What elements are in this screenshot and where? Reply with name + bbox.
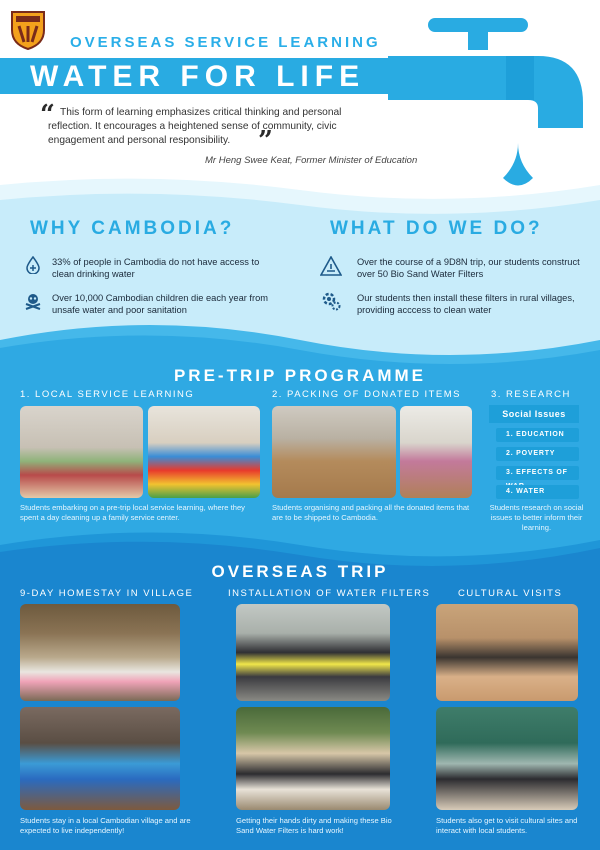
subtitle: OVERSEAS SERVICE LEARNING bbox=[70, 34, 381, 51]
overseas-heading: OVERSEAS TRIP bbox=[211, 562, 389, 581]
what-fact-1: Over the course of a 9D8N trip, our students construct over 50 Bio Sand Water Filters bbox=[357, 257, 580, 279]
open-quote-icon: “ bbox=[40, 100, 55, 130]
photo-cultural-visit-1 bbox=[436, 604, 578, 701]
close-quote-icon: ” bbox=[258, 126, 273, 156]
photo-cleaning-center-2 bbox=[148, 406, 260, 498]
pretrip-col-1-title: 1. LOCAL SERVICE LEARNING bbox=[20, 389, 195, 400]
quote-text: This form of learning emphasizes critical thinking and personal reflection. It encourages a heightened sense of community, civic engagement and personal responsibility. bbox=[48, 107, 342, 146]
quote-author: Mr Heng Swee Keat, Former Minister of Education bbox=[205, 155, 418, 166]
social-issues-title: Social Issues bbox=[489, 405, 579, 423]
construction-icon bbox=[320, 256, 342, 276]
why-fact-2: Over 10,000 Cambodian children die each year from unsafe water and poor sanitation bbox=[52, 293, 269, 315]
why-fact-1: 33% of people in Cambodia do not have access to clean drinking water bbox=[52, 257, 260, 279]
what-fact-2: Our students then install these filters in rural villages, providing acccess to clean water bbox=[357, 293, 575, 315]
photo-filter-installation-2 bbox=[236, 707, 390, 810]
overseas-col-2-title: INSTALLATION OF WATER FILTERS bbox=[228, 588, 431, 599]
pretrip-col-1-caption: Students embarking on a pre-trip local service learning, where they spent a day cleaning up a family service center. bbox=[20, 503, 245, 522]
pretrip-col-2-title: 2. PACKING OF DONATED ITEMS bbox=[272, 389, 461, 400]
overseas-col-3-caption: Students also get to visit cultural sites and interact with local students. bbox=[436, 816, 578, 835]
why-cambodia-heading: WHY CAMBODIA? bbox=[30, 218, 235, 239]
issue-education: 1. EDUCATION bbox=[496, 428, 579, 442]
pretrip-col-3-caption: Students research on social issues to better inform their learning. bbox=[489, 503, 584, 532]
photo-cultural-visit-2 bbox=[436, 707, 578, 810]
overseas-col-1-caption: Students stay in a local Cambodian village and are expected to live independently! bbox=[20, 816, 191, 835]
pretrip-col-3-title: 3. RESEARCH bbox=[491, 389, 571, 400]
pretrip-col-2-caption: Students organising and packing all the donated items that are to be shipped to Cambodia. bbox=[272, 503, 470, 522]
overseas-col-3-title: CULTURAL VISITS bbox=[458, 588, 563, 599]
photo-packing-2 bbox=[400, 406, 472, 498]
gears-icon bbox=[320, 290, 342, 312]
skull-crossbones-icon bbox=[24, 292, 42, 310]
photo-homestay-room bbox=[20, 604, 180, 701]
photo-filter-installation-1 bbox=[236, 604, 390, 701]
water-drop-plus-icon bbox=[24, 256, 42, 274]
photo-cleaning-center-1 bbox=[20, 406, 143, 498]
issue-poverty: 2. POVERTY bbox=[496, 447, 579, 461]
photo-packing-1 bbox=[272, 406, 396, 498]
photo-homestay-kitchen bbox=[20, 707, 180, 810]
overseas-col-1-title: 9-DAY HOMESTAY IN VILLAGE bbox=[20, 588, 194, 599]
what-we-do-heading: WHAT DO WE DO? bbox=[330, 218, 543, 239]
overseas-col-2-caption: Getting their hands dirty and making these Bio Sand Water Filters is hard work! bbox=[236, 816, 392, 835]
page-title: WATER FOR LIFE bbox=[30, 60, 366, 93]
issue-water: 4. WATER bbox=[496, 485, 579, 499]
pretrip-heading: PRE-TRIP PROGRAMME bbox=[173, 366, 427, 385]
issue-effects-of-war: 3. EFFECTS OF bbox=[496, 466, 579, 480]
